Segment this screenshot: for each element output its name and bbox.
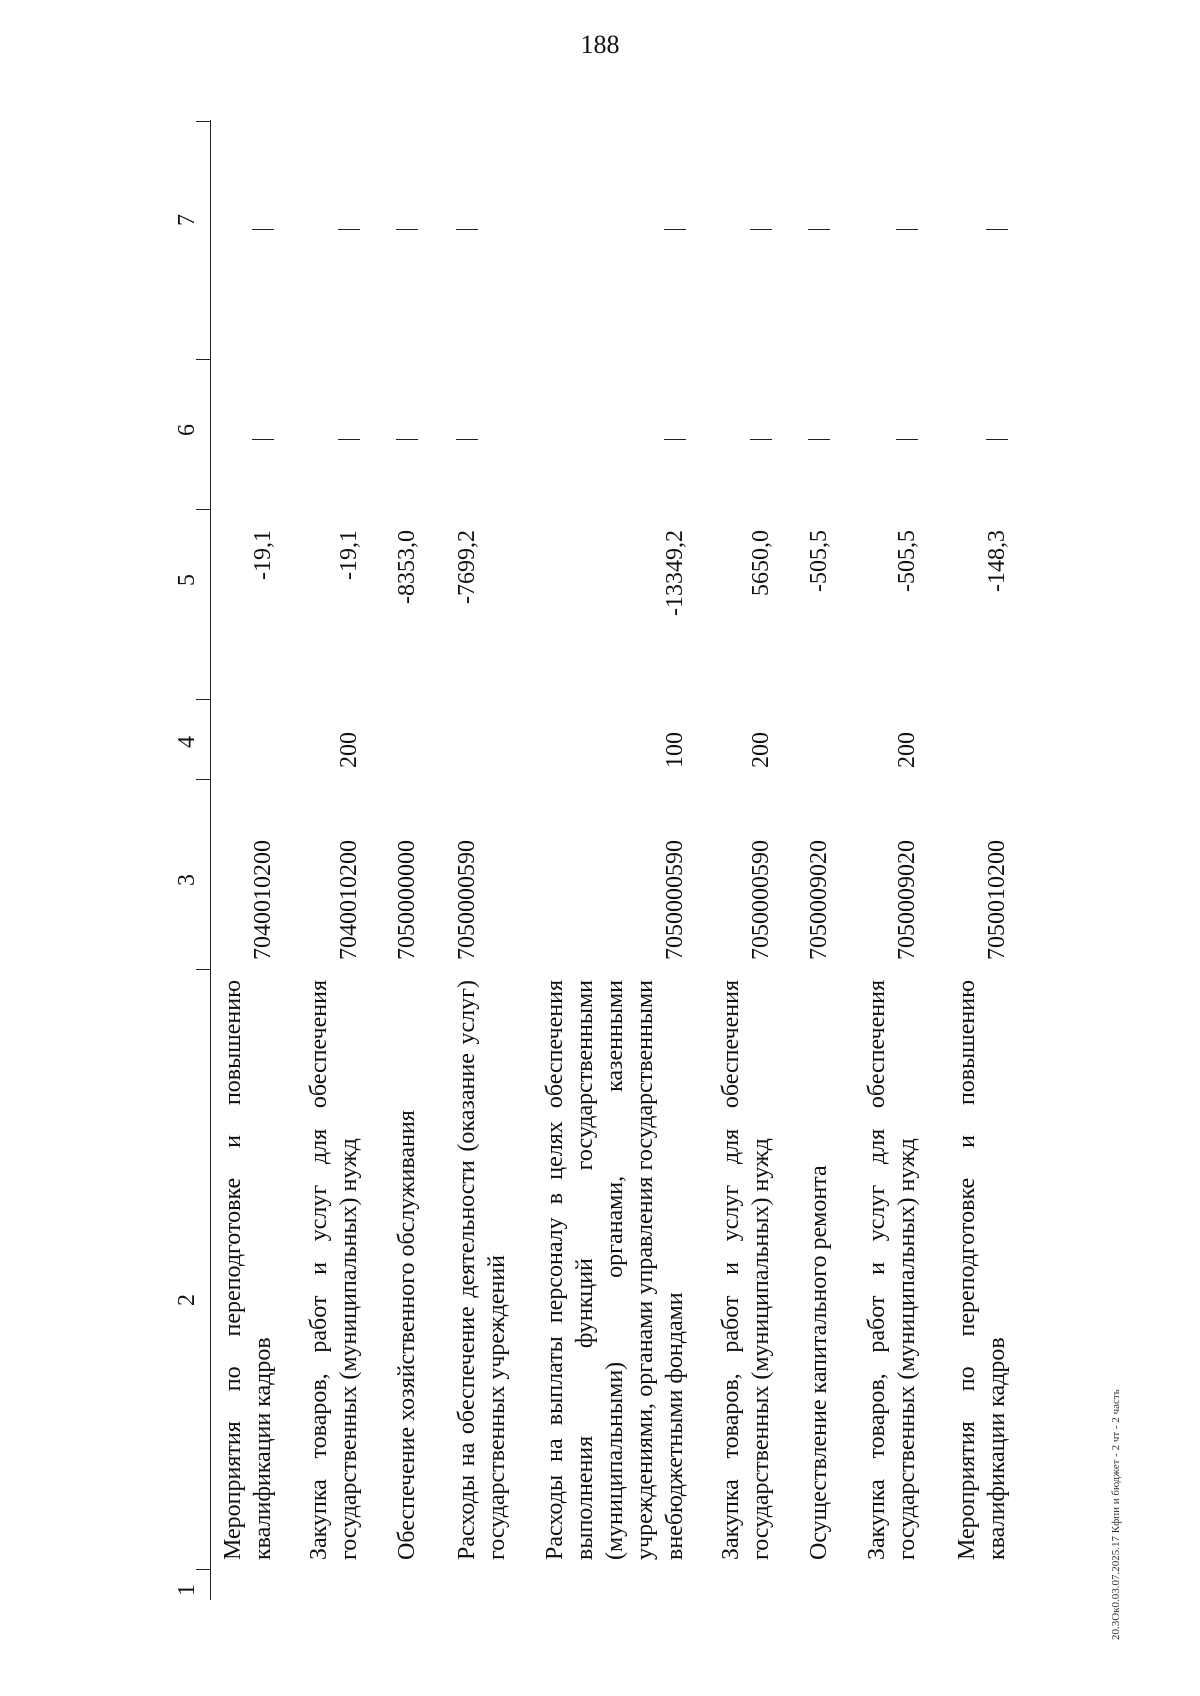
row-dash-7 — [456, 219, 478, 230]
row-name: Обеспечение хозяйственного обслуживания — [394, 1110, 420, 1560]
row-dash-6 — [750, 429, 772, 440]
row-dash-6 — [986, 429, 1008, 440]
row-dash-7 — [664, 219, 686, 230]
row-name: Расходы на обеспечение деятельности (оказание услуг) государственных учреждений — [454, 980, 510, 1560]
row-name: Закупка товаров, работ и услуг для обеспечения государственных (муниципальных) нужд — [864, 980, 920, 1560]
row-name: Расходы на выплаты персоналу в целях обеспечения выполнения функций государственными (муниципальными) органами, казенными учреждениями, органами управления государственными внебюджетными фондами — [542, 980, 688, 1560]
row-type: 100 — [662, 732, 688, 768]
row-type: 200 — [336, 732, 362, 768]
row-code: 7040010200 — [250, 840, 276, 960]
row-dash-7 — [808, 219, 830, 230]
row-dash-6 — [338, 429, 360, 440]
header-col-6: 6 — [174, 424, 200, 436]
row-value: -7699,2 — [454, 530, 480, 604]
footer-note: 20.3Ок0.03.07.2025.17 Кфпи и бюджет - 2 чт - 2 часть — [1110, 1389, 1122, 1640]
header-col-1: 1 — [174, 1584, 200, 1596]
row-value: -13349,2 — [662, 530, 688, 616]
row-dash-6 — [396, 429, 418, 440]
row-dash-7 — [252, 219, 274, 230]
row-dash-6 — [456, 429, 478, 440]
row-name: Закупка товаров, работ и услуг для обеспечения государственных (муниципальных) нужд — [718, 980, 774, 1560]
row-type: 200 — [894, 732, 920, 768]
row-dash-7 — [750, 219, 772, 230]
row-value: -19,1 — [336, 530, 362, 580]
budget-table — [170, 120, 1050, 1600]
row-code: 7040010200 — [336, 840, 362, 960]
row-value: -148,3 — [984, 530, 1010, 592]
header-col-4: 4 — [174, 736, 200, 748]
row-code: 7050000590 — [662, 840, 688, 960]
row-value: -19,1 — [250, 530, 276, 580]
header-col-2: 2 — [174, 1294, 200, 1306]
row-type: 200 — [748, 732, 774, 768]
row-code: 7050010200 — [984, 840, 1010, 960]
row-dash-7 — [896, 219, 918, 230]
row-code: 7050000590 — [748, 840, 774, 960]
row-dash-7 — [338, 219, 360, 230]
row-name: Закупка товаров, работ и услуг для обеспечения государственных (муниципальных) нужд — [306, 980, 362, 1560]
row-value: -505,5 — [806, 530, 832, 592]
row-dash-6 — [252, 429, 274, 440]
row-dash-7 — [396, 219, 418, 230]
header-col-5: 5 — [174, 574, 200, 586]
page-number: 188 — [580, 30, 620, 59]
row-name: Мероприятия по переподготовке и повышению квалификации кадров — [954, 980, 1010, 1560]
row-dash-6 — [664, 429, 686, 440]
header-col-3: 3 — [174, 874, 200, 886]
row-code: 7050000000 — [394, 840, 420, 960]
row-value: -8353,0 — [394, 530, 420, 604]
row-name: Осуществление капитального ремонта — [806, 1165, 832, 1560]
row-value: 5650,0 — [748, 530, 774, 596]
row-code: 7050009020 — [894, 840, 920, 960]
row-dash-6 — [808, 429, 830, 440]
row-code: 7050000590 — [454, 840, 480, 960]
row-dash-6 — [896, 429, 918, 440]
row-name: Мероприятия по переподготовке и повышению квалификации кадров — [220, 980, 276, 1560]
row-dash-7 — [986, 219, 1008, 230]
row-code: 7050009020 — [806, 840, 832, 960]
row-value: -505,5 — [894, 530, 920, 592]
table-header — [170, 120, 211, 1600]
header-col-7: 7 — [174, 214, 200, 226]
